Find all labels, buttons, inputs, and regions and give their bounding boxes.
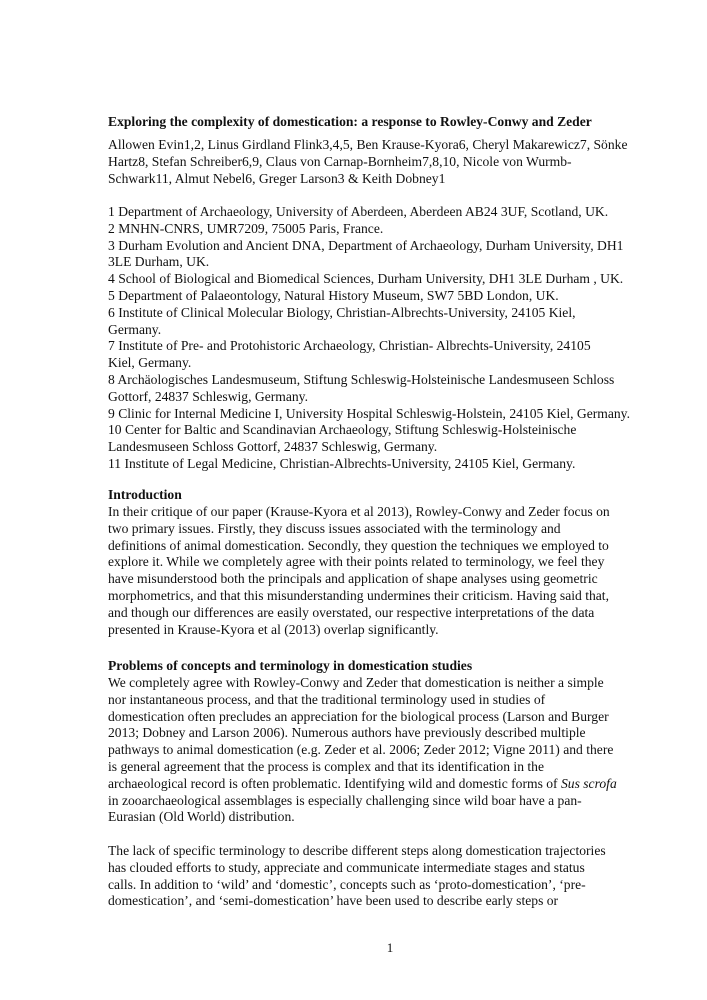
text-line: Germany.: [108, 321, 162, 337]
text-line: Landesmuseen Schloss Gottorf, 24837 Schleswig, Germany.: [108, 439, 438, 455]
problems-lines: [108, 675, 617, 776]
text-line: presented in Krause-Kyora et al (2013) overlap significantly.: [108, 621, 439, 637]
text-line: have misunderstood both the principals and application of shape analyses using geometric: [108, 571, 598, 587]
text-line: In their critique of our paper (Krause-Kyora et al 2013), Rowley-Conwy and Zeder focus on: [108, 504, 610, 519]
text-line: Hartz8, Stefan Schreiber6,9, Claus von Carnap-Bornheim7,8,10, Nicole von Wurmb-: [108, 153, 572, 169]
text-line: in zooarchaeological assemblages is especially challenging since wild boar have a pan-: [108, 792, 582, 808]
text-line: 11 Institute of Legal Medicine, Christian-Albrechts-University, 24105 Kiel, Germany.: [108, 455, 576, 471]
section-heading-introduction: Introduction: [108, 487, 182, 502]
text-line: nor instantaneous process, and that the traditional terminology used in studies of: [108, 691, 546, 707]
text-line: 10 Center for Baltic and Scandinavian Archaeology, Stiftung Schleswig-Holsteinische: [108, 422, 577, 438]
text-line: Gottorf, 24837 Schleswig, Germany.: [108, 388, 308, 404]
text-line: pathways to animal domestication (e.g. Zeder et al. 2006; Zeder 2012; Vigne 2011) and there: [108, 742, 614, 758]
text-line: Schwark11, Almut Nebel6, Greger Larson3 & Keith Dobney1: [108, 170, 446, 186]
text-line: 5 Department of Palaeontology, Natural History Museum, SW7 5BD London, UK.: [108, 287, 559, 303]
text-line: definitions of animal domestication. Secondly, they question the techniques we employed to: [108, 537, 609, 553]
text-line-start: archaeological record is often problematic. Identifying wild and domestic forms of: [108, 775, 561, 791]
text-line: has clouded efforts to study, appreciate and communicate intermediate stages and status: [108, 859, 585, 875]
introduction-paragraph: [108, 504, 610, 638]
problems-lines-after: [108, 793, 617, 827]
text-line: 2 MNHN-CNRS, UMR7209, 75005 Paris, France.: [108, 220, 384, 236]
problems-paragraph-1: [108, 675, 617, 826]
problems-paragraph-2: [108, 843, 606, 910]
text-line: Kiel, Germany.: [108, 355, 192, 371]
text-line: is general agreement that the process is complex and that its identification in the: [108, 758, 544, 774]
text-line: [108, 776, 617, 793]
text-line: 2013; Dobney and Larson 2006). Numerous authors have previously described multiple: [108, 725, 586, 741]
text-line: 9 Clinic for Internal Medicine I, University Hospital Schleswig-Holstein, 24105 Kiel, Germany.: [108, 405, 630, 421]
text-line: calls. In addition to ‘wild’ and ‘domestic’, concepts such as ‘proto-domestication’, ‘pre-: [108, 876, 586, 892]
page-number: 1: [386, 940, 394, 955]
text-line: 7 Institute of Pre- and Protohistoric Archaeology, Christian- Albrechts-University, 24105: [108, 338, 591, 354]
section-heading-problems: Problems of concepts and terminology in domestication studies: [108, 658, 473, 673]
text-line: domestication often precludes an appreciation for the biological process (Larson and Burger: [108, 708, 609, 724]
text-line: and though our differences are easily overstated, our respective interpretations of the data: [108, 604, 595, 620]
text-line: We completely agree with Rowley-Conwy and Zeder that domestication is neither a simple: [108, 675, 604, 690]
text-line: 6 Institute of Clinical Molecular Biology, Christian-Albrechts-University, 24105 Kiel,: [108, 304, 576, 320]
text-line: explore it. While we completely agree with their points related to terminology, we feel they: [108, 554, 605, 570]
text-line: 1 Department of Archaeology, University of Aberdeen, Aberdeen AB24 3UF, Scotland, UK.: [108, 204, 609, 219]
text-line: 3LE Durham, UK.: [108, 254, 210, 270]
text-line: two primary issues. Firstly, they discuss issues associated with the terminology and: [108, 520, 561, 536]
text-line: Allowen Evin1,2, Linus Girdland Flink3,4,5, Ben Krause-Kyora6, Cheryl Makarewicz7, Sönke: [108, 137, 628, 152]
species-name: Sus scrofa: [560, 775, 617, 791]
text-line: Eurasian (Old World) distribution.: [108, 809, 295, 825]
text-line: The lack of specific terminology to describe different steps along domestication trajectories: [108, 843, 606, 858]
affiliation-list: [108, 204, 630, 473]
text-line: morphometrics, and that this misunderstanding undermines their criticism. Having said that,: [108, 587, 609, 603]
document-title: Exploring the complexity of domestication: a response to Rowley-Conwy and Zeder: [108, 114, 592, 129]
text-line: 8 Archäologisches Landesmuseum, Stiftung Schleswig-Holsteinische Landesmuseen Schloss: [108, 371, 615, 387]
author-list: [108, 137, 627, 187]
text-line: 3 Durham Evolution and Ancient DNA, Department of Archaeology, Durham University, DH1: [108, 237, 624, 253]
text-line: domestication’, and ‘semi-domestication’ have been used to describe early steps or: [108, 893, 559, 909]
text-line: 4 School of Biological and Biomedical Sciences, Durham University, DH1 3LE Durham , UK.: [108, 271, 624, 287]
